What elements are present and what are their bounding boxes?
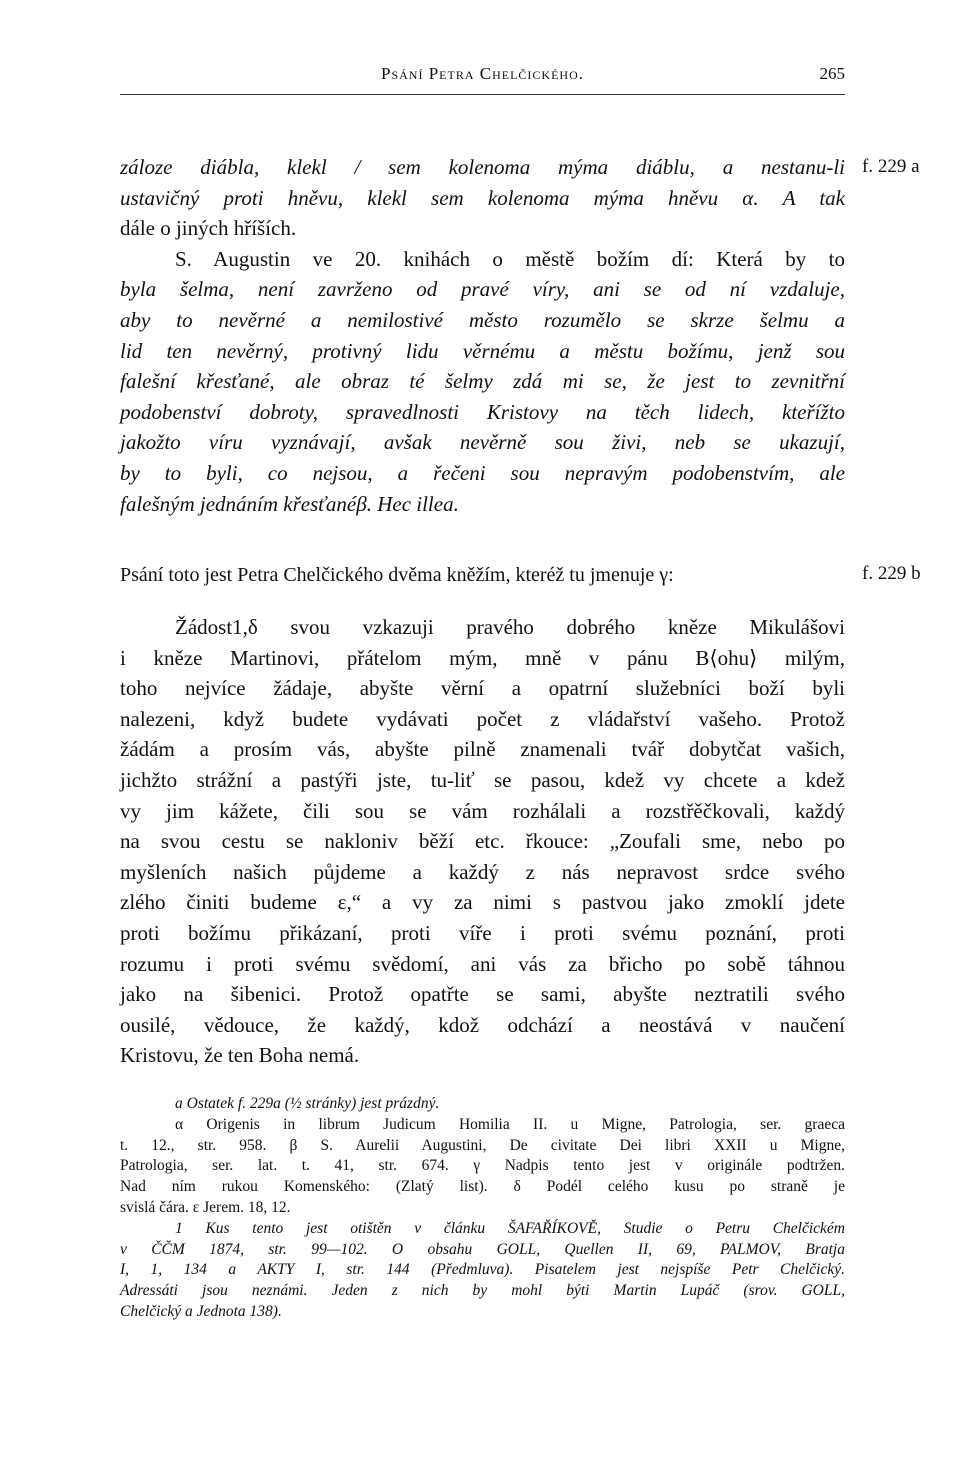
text-line: proti božímu přikázaní, proti víře i proti svému poznání, proti bbox=[120, 920, 845, 945]
footnote-line: Chelčický a Jednota 138). bbox=[120, 1302, 282, 1320]
footnote-line: α Origenis in librum Judicum Homilia II. u Migne, Patrologia, ser. graeca bbox=[175, 1115, 845, 1133]
footnote-line: I, 1, 134 a AKTY I, str. 144 (Předmluva). Pisatelem jest nejspíše Petr Chelčický. bbox=[120, 1261, 845, 1279]
text-line: ousilé, vědouce, že každý, kdož odchází a neostává v naučení bbox=[120, 1012, 845, 1037]
footnote-line: t. 12., str. 958. β S. Aurelii Augustini, De civitate Dei libri XXII u Migne, bbox=[120, 1136, 845, 1154]
footnote-line: 1 Kus tento jest otištěn v článku ŠAFAŘÍKOVĚ, Studie o Petru Chelčickém bbox=[175, 1219, 845, 1237]
text-line: byla šelma, není zavrženo od pravé víry, ani se od ní vzdaluje, bbox=[120, 277, 845, 302]
text-line: lid ten nevěrný, protivný lidu věrnému a městu božímu, jenž sou bbox=[120, 338, 845, 363]
text-line: na svou cestu se nakloniv běží etc. řkouce: „Zoufali sme, nebo po bbox=[120, 829, 845, 854]
text-line: Kristovu, že ten Boha nemá. bbox=[120, 1043, 360, 1068]
text-line: jakožto víru vyznávají, avšak nevěrně sou živi, neb se ukazují, bbox=[120, 430, 845, 455]
text-line: rozumu i proti svému svědomí, ani vás za břicho po sobě táhnou bbox=[120, 951, 845, 976]
text-line: podobenství dobroty, spravedlnosti Kristovy na těch lidech, kteřížto bbox=[120, 399, 845, 424]
text-line: jako na šibenici. Protož opatřte se sami, abyšte neztratili svého bbox=[120, 982, 845, 1007]
paragraph-block-1 bbox=[120, 152, 845, 519]
text-line: falešným jednáním křesťanéβ. Hec illea. bbox=[120, 491, 459, 516]
page-number: 265 bbox=[819, 64, 845, 83]
text-line: zlého činiti budeme ε,“ a vy za nimi s pastvou jako zmoklí jdete bbox=[120, 890, 845, 915]
footnote-line: svislá čára. ε Jerem. 18, 12. bbox=[120, 1198, 291, 1216]
text-line: jichžto strážní a pastýři jste, tu-liť se pasou, kdež vy chcete a kdež bbox=[120, 767, 845, 792]
footnote-line: v ČČM 1874, str. 99—102. O obsahu GOLL, Quellen II, 69, PALMOV, Bratja bbox=[120, 1240, 845, 1258]
footnotes bbox=[120, 1094, 845, 1323]
footnote-line: Adressáti jsou neznámi. Jeden z nich by mohl býti Martin Lupáč (srov. GOLL, bbox=[120, 1282, 845, 1300]
text-line: myšleních našich půjdeme a každý z nás nepravost srdce svého bbox=[120, 859, 845, 884]
text-line: S. Augustin ve 20. knihách o městě božím dí: Která by to bbox=[175, 246, 845, 271]
text-line: aby to nevěrné a nemilostivé město rozumělo se skrze šelmu a bbox=[120, 307, 845, 332]
running-header bbox=[120, 64, 845, 95]
footnote-line: Patrologia, ser. lat. t. 41, str. 674. γ Nadpis tento jest v originále podtržen. bbox=[120, 1157, 845, 1175]
text-line: vy jim kážete, čili sou se vám rozhálali a rozstřěčkovali, každý bbox=[120, 798, 845, 823]
footnote-line: Nad ním rukou Komenského: (Zlatý list). δ Podél celého kusu po straně je bbox=[120, 1178, 845, 1196]
text-line: ustavičný proti hněvu, klekl sem kolenoma mýma hněvu α. A tak bbox=[120, 185, 845, 210]
margin-note-folio-a: f. 229 a bbox=[862, 156, 920, 177]
heading-text: Psání toto jest Petra Chelčického dvěma kněžím, kteréž tu jmenuje γ: bbox=[120, 564, 674, 586]
running-title: Psání Petra Chelčického. bbox=[381, 64, 584, 83]
text-line: žádám a prosím vás, abyšte pilně znamenali tvář dobytčat vašich, bbox=[120, 737, 845, 762]
margin-note-folio-b: f. 229 b bbox=[862, 563, 921, 584]
text-line: dále o jiných hříších. bbox=[120, 216, 297, 241]
text-line: by to byli, co nejsou, a řečeni sou nepravým podobenstvím, ale bbox=[120, 460, 845, 485]
paragraph-block-2 bbox=[120, 612, 845, 1071]
text-line: nalezeni, když budete vydávati počet z vládařství vašeho. Protož bbox=[120, 706, 845, 731]
text-line: falešní křesťané, ale obraz té šelmy zdá mi se, že jest to zevnitřní bbox=[120, 369, 845, 394]
text-line: Žádost1,δ svou vzkazuji pravého dobrého kněze Mikulášovi bbox=[175, 615, 845, 639]
section-heading bbox=[120, 560, 845, 591]
footnote-line: a Ostatek f. 229a (½ stránky) jest prázdný. bbox=[175, 1095, 440, 1112]
text-line: i kněze Martinovi, přátelom mým, mně v pánu B⟨ohu⟩ milým, bbox=[120, 645, 845, 670]
text-line: záloze diábla, klekl / sem kolenoma mýma diáblu, a nestanu-li bbox=[120, 155, 845, 179]
text-line: toho nejvíce žádaje, abyšte věrní a opatrní služebníci boží byli bbox=[120, 676, 845, 701]
